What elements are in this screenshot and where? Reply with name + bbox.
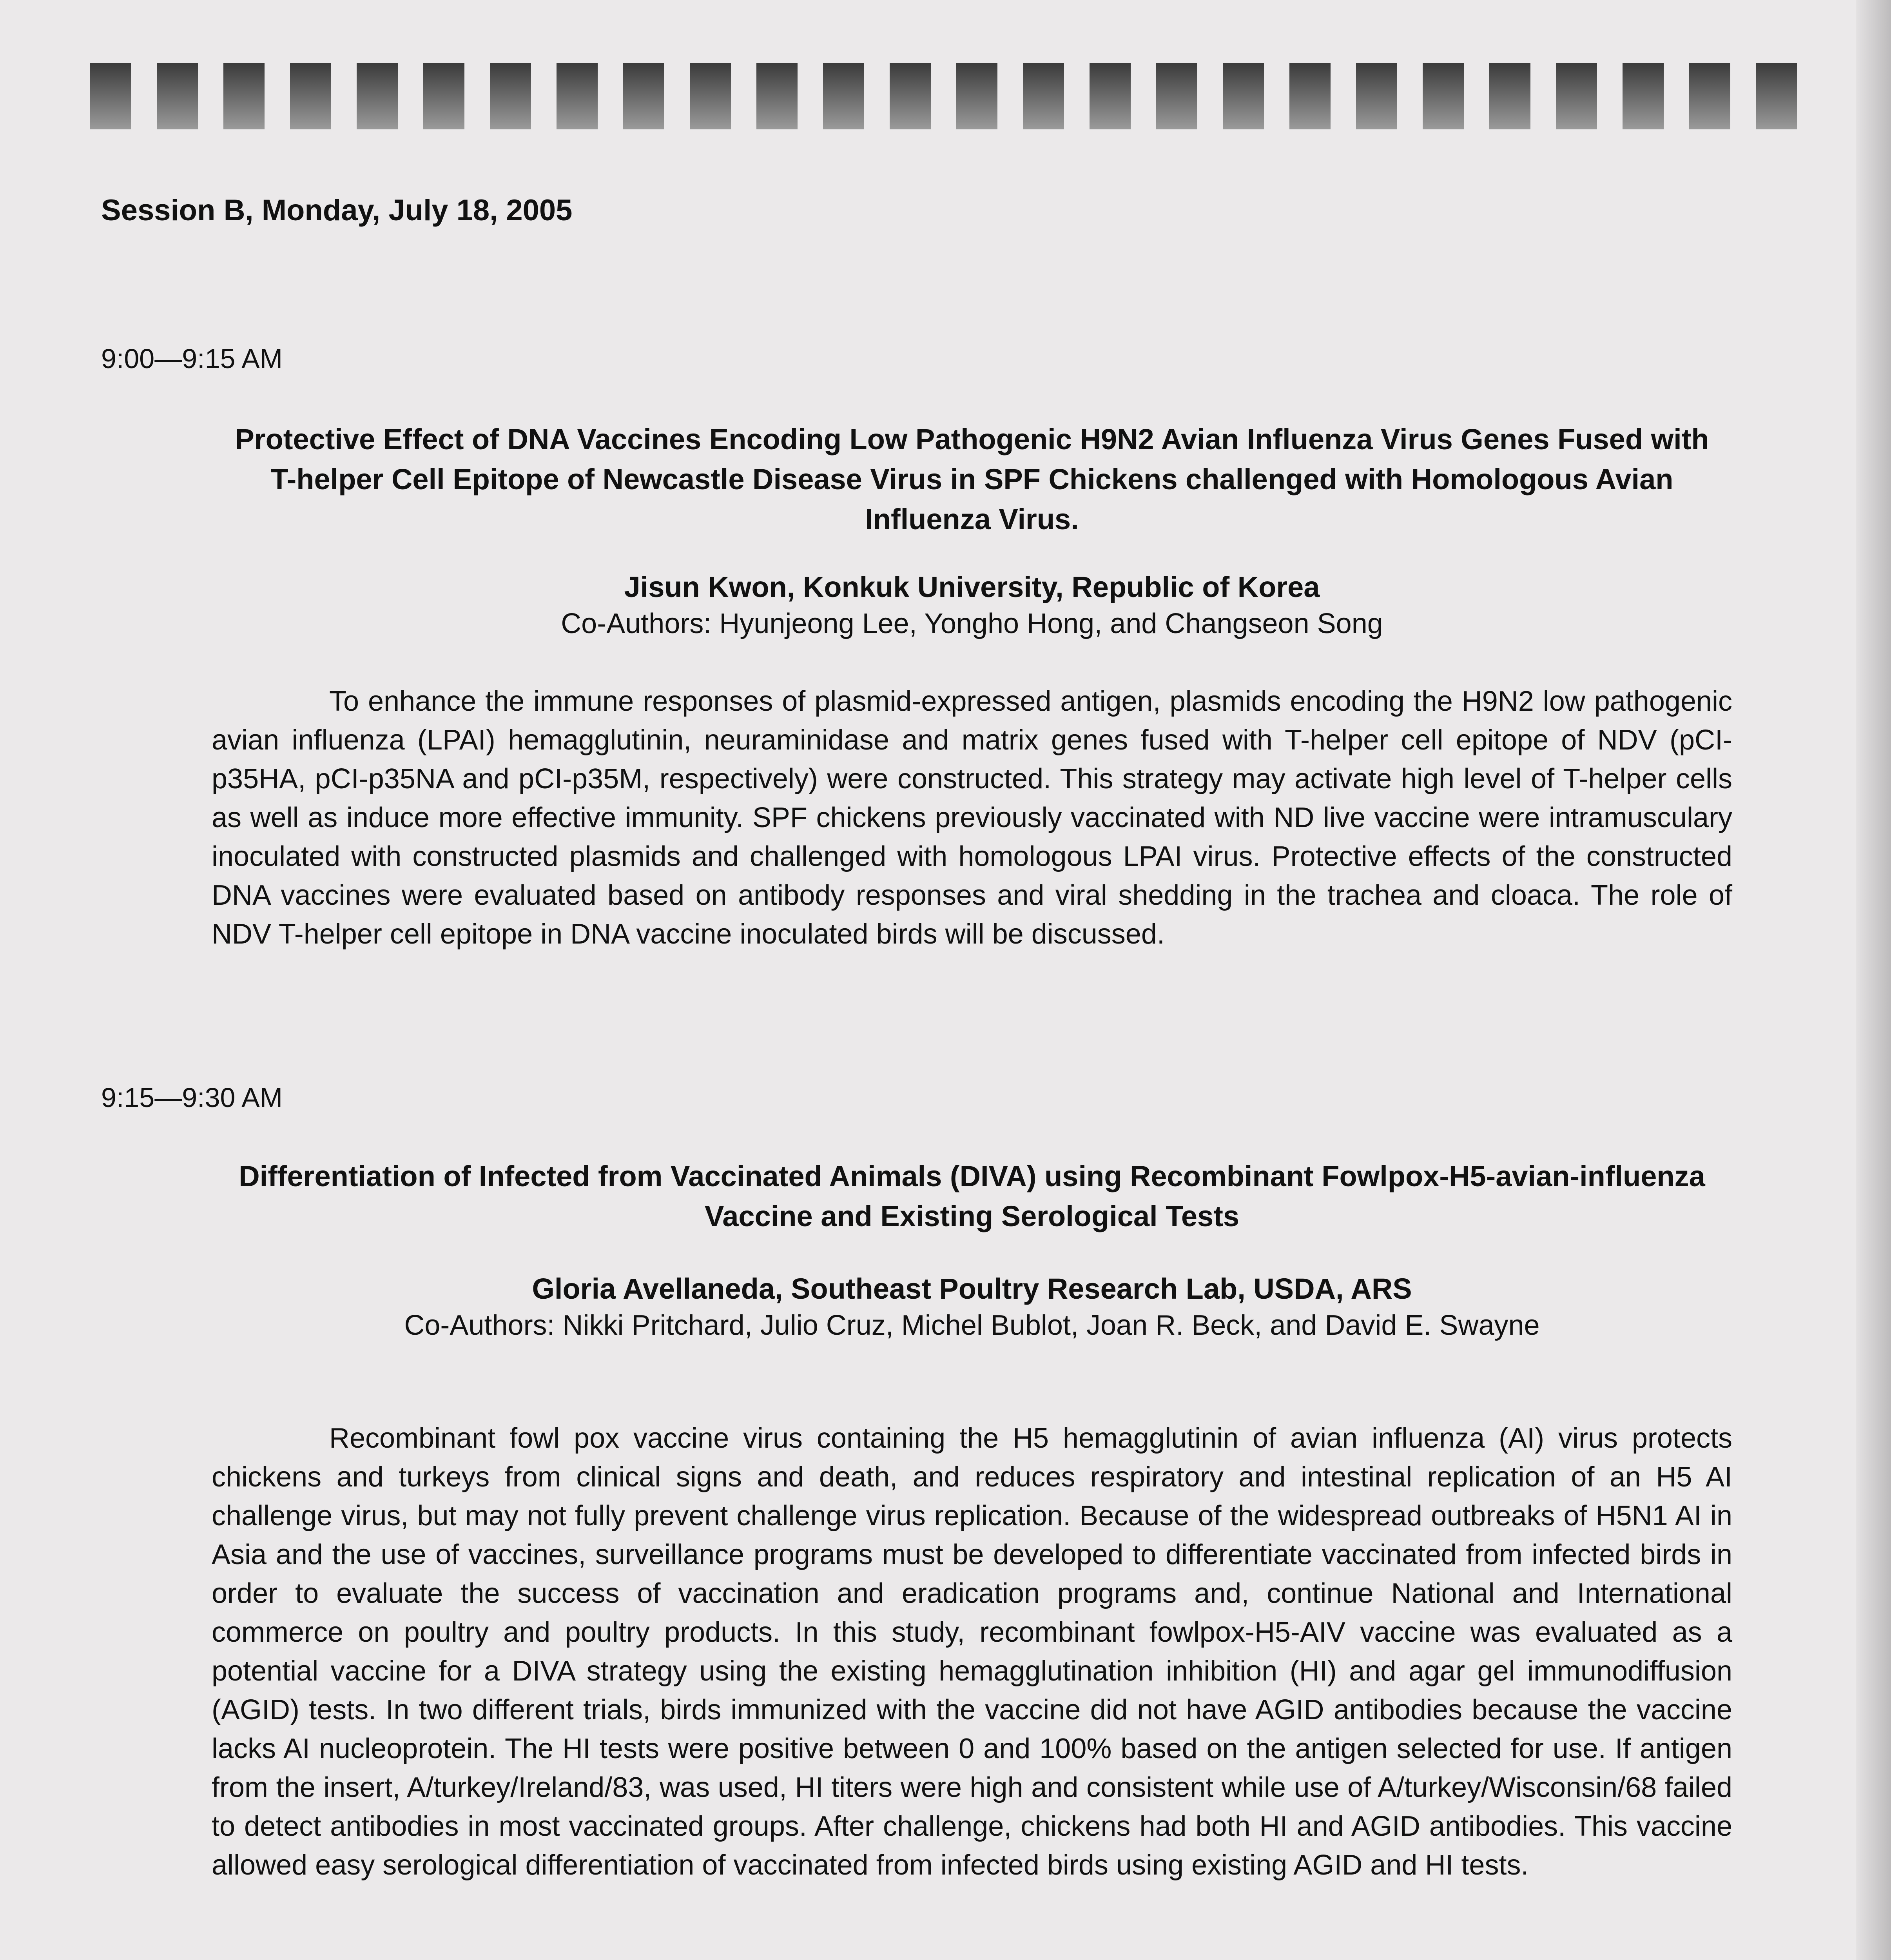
header-block	[357, 63, 398, 129]
header-block	[623, 63, 664, 129]
page-edge-shadow	[1856, 0, 1891, 1960]
header-block	[290, 63, 331, 129]
header-block	[1556, 63, 1597, 129]
header-block	[1423, 63, 1464, 129]
talk-time: 9:00—9:15 AM	[101, 343, 283, 374]
session-heading: Session B, Monday, July 18, 2005	[101, 194, 573, 227]
abstract: To enhance the immune responses of plasmid-expressed antigen, plasmids encoding the H9N2 low pathogenic avian influenza (LPAI) hemagglutinin, neuraminidase and matrix genes fused with T-helper cell epitope of NDV (pCI-p35HA, pCI-p35NA and pCI-p35M, respectively) were constructed. This strategy may activate high level of T-helper cells as well as induce more effective immunity. SPF chickens previously vaccinated with ND live vaccine were intramusculary inoculated with constructed plasmids and challenged with homologous LPAI virus. Protective effects of the constructed DNA vaccines were evaluated based on antibody responses and viral shedding in the trachea and cloaca. The role of NDV T-helper cell epitope in DNA vaccine inoculated birds will be discussed.	[212, 686, 1732, 950]
header-block	[1156, 63, 1197, 129]
header-block	[223, 63, 265, 129]
presenter: Gloria Avellaneda, Southeast Poultry Research Lab, USDA, ARS	[532, 1272, 1412, 1305]
coauthors: Co-Authors: Hyunjeong Lee, Yongho Hong, and Changseon Song	[561, 608, 1383, 639]
talk-time: 9:15—9:30 AM	[101, 1082, 283, 1113]
header-block	[1223, 63, 1264, 129]
header-block	[956, 63, 997, 129]
header-block	[690, 63, 731, 129]
coauthors: Co-Authors: Nikki Pritchard, Julio Cruz, Michel Bublot, Joan R. Beck, and David E. Swayne	[404, 1310, 1540, 1341]
header-block	[1689, 63, 1730, 129]
header-block	[1623, 63, 1664, 129]
header-block	[1289, 63, 1331, 129]
header-block	[1489, 63, 1530, 129]
header-block	[823, 63, 864, 129]
header-block	[1090, 63, 1131, 129]
header-block	[756, 63, 798, 129]
talk-title: Differentiation of Infected from Vaccinated Animals (DIVA) using Recombinant Fowlpox-H5-avian-influenza Vaccine and Existing Serological Tests	[239, 1160, 1705, 1232]
header-block	[1023, 63, 1064, 129]
abstract: Recombinant fowl pox vaccine virus containing the H5 hemagglutinin of avian influenza (AI) virus protects chickens and turkeys from clinical signs and death, and reduces respiratory and intestinal replication of an H5 AI challenge virus, but may not fully prevent challenge virus replication. Because of the widespread outbreaks of H5N1 AI in Asia and the use of vaccines, surveillance programs must be developed to differentiate vaccinated from infected birds in order to evaluate the success of vaccination and eradication programs and, continue National and International commerce on poultry and poultry products. In this study, recombinant fowlpox-H5-AIV vaccine was evaluated as a potential vaccine for a DIVA strategy using the existing hemagglutination inhibition (HI) and agar gel immunodiffusion (AGID) tests. In two different trials, birds immunized with the vaccine did not have AGID antibodies because the vaccine lacks AI nucleoprotein. The HI tests were positive between 0 and 100% based on the antigen selected for use. If antigen from the insert, A/turkey/Ireland/83, was used, HI titers were high and consistent while use of A/turkey/Wisconsin/68 failed to detect antibodies in most vaccinated groups. After challenge, chickens had both HI and AGID antibodies. This vaccine allowed easy serological differentiation of vaccinated from infected birds using existing AGID and HI tests.	[212, 1423, 1732, 1881]
presenter: Jisun Kwon, Konkuk University, Republic of Korea	[624, 571, 1320, 603]
header-block	[490, 63, 531, 129]
header-block	[1356, 63, 1397, 129]
talk-title: Protective Effect of DNA Vaccines Encoding Low Pathogenic H9N2 Avian Influenza Virus Genes Fused with T-helper Cell Epitope of Newcastle Disease Virus in SPF Chickens challenged with Homologous Avian Influenza Virus.	[235, 423, 1709, 535]
header-block	[90, 63, 131, 129]
header-block	[423, 63, 464, 129]
header-block	[890, 63, 931, 129]
header-block	[157, 63, 198, 129]
header-block	[1756, 63, 1797, 129]
header-decoration-bar	[90, 63, 1830, 129]
header-block	[557, 63, 598, 129]
